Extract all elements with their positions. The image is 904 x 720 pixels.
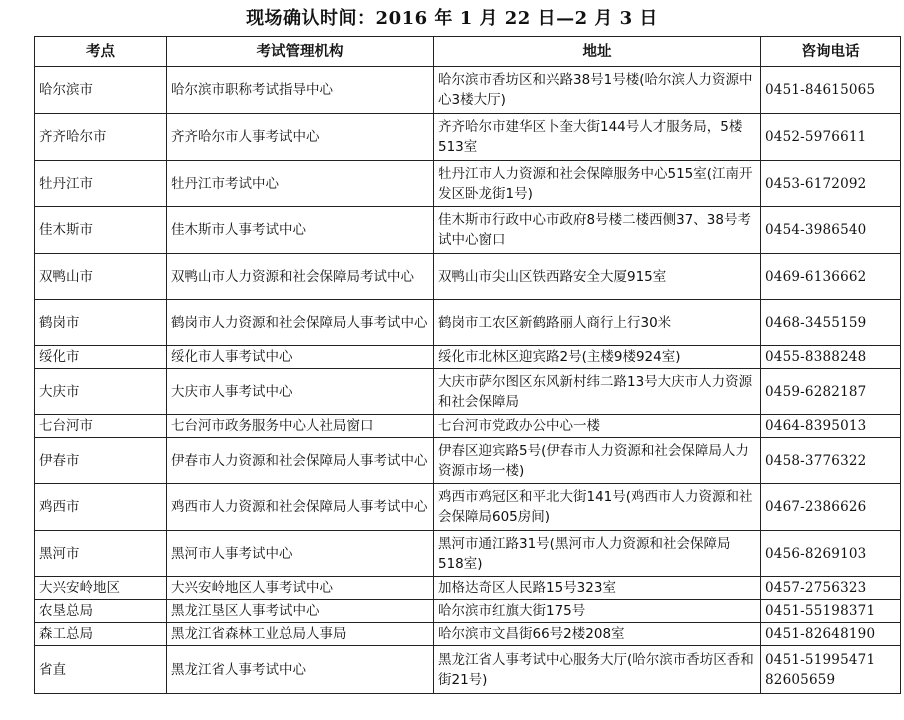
agency-cell: 佳木斯市人事考试中心 [167,207,434,254]
address-cell: 伊春区迎宾路5号(伊春市人力资源和社会保障局人力资源市场一楼) [434,438,761,484]
table-row [35,600,901,623]
table-row [35,415,901,438]
site-cell: 哈尔滨市 [35,67,167,114]
site-cell: 七台河市 [35,415,167,438]
address-cell: 绥化市北林区迎宾路2号(主楼9楼924室) [434,346,761,369]
table-row [35,161,901,207]
table-header [35,37,901,67]
table-row [35,254,901,300]
table-row [35,577,901,600]
agency-cell: 绥化市人事考试中心 [167,346,434,369]
table-row [35,207,901,254]
agency-cell: 伊春市人力资源和社会保障局人事考试中心 [167,438,434,484]
phone-cell: 0469-6136662 [761,254,901,300]
page-title: 现场确认时间：2016 年 1 月 22 日—2 月 3 日 [246,8,658,29]
address-cell: 齐齐哈尔市建华区卜奎大街144号人才服务局，5楼513室 [434,114,761,161]
table-row [35,114,901,161]
site-cell: 齐齐哈尔市 [35,114,167,161]
address-cell: 哈尔滨市文昌街66号2楼208室 [434,623,761,646]
agency-cell: 哈尔滨市职称考试指导中心 [167,67,434,114]
agency-cell: 鹤岗市人力资源和社会保障局人事考试中心 [167,300,434,346]
exam-sites-table [34,36,901,694]
table-row [35,369,901,415]
agency-cell: 齐齐哈尔市人事考试中心 [167,114,434,161]
phone-cell: 0451-82648190 [761,623,901,646]
phone-cell: 0468-3455159 [761,300,901,346]
agency-cell: 大兴安岭地区人事考试中心 [167,577,434,600]
column-header-site: 考点 [35,37,167,67]
table-row [35,346,901,369]
phone-cell: 0464-8395013 [761,415,901,438]
address-cell: 哈尔滨市香坊区和兴路38号1号楼(哈尔滨人力资源中心3楼大厅) [434,67,761,114]
site-cell: 鹤岗市 [35,300,167,346]
phone-cell: 0454-3986540 [761,207,901,254]
table-row [35,484,901,531]
address-cell: 鸡西市鸡冠区和平北大街141号(鸡西市人力资源和社会保障局605房间) [434,484,761,531]
phone-cell: 0451-55198371 [761,600,901,623]
address-cell: 哈尔滨市红旗大街175号 [434,600,761,623]
site-cell: 佳木斯市 [35,207,167,254]
phone-cell: 0453-6172092 [761,161,901,207]
address-cell: 双鸭山市尖山区铁西路安全大厦915室 [434,254,761,300]
agency-cell: 黑龙江省人事考试中心 [167,646,434,694]
address-cell: 加格达奇区人民路15号323室 [434,577,761,600]
site-cell: 双鸭山市 [35,254,167,300]
site-cell: 大庆市 [35,369,167,415]
agency-cell: 黑龙江垦区人事考试中心 [167,600,434,623]
site-cell: 牡丹江市 [35,161,167,207]
table-row [35,531,901,577]
address-cell: 牡丹江市人力资源和社会保障服务中心515室(江南开发区卧龙街1号) [434,161,761,207]
phone-cell: 0451-51995471 82605659 [761,646,901,694]
address-cell: 七台河市党政办公中心一楼 [434,415,761,438]
address-cell: 黑河市通江路31号(黑河市人力资源和社会保障局518室) [434,531,761,577]
address-cell: 鹤岗市工农区新鹤路丽人商行上行30米 [434,300,761,346]
column-header-agency: 考试管理机构 [167,37,434,67]
phone-cell: 0459-6282187 [761,369,901,415]
table-row [35,623,901,646]
site-cell: 黑河市 [35,531,167,577]
agency-cell: 双鸭山市人力资源和社会保障局考试中心 [167,254,434,300]
agency-cell: 鸡西市人力资源和社会保障局人事考试中心 [167,484,434,531]
address-cell: 黑龙江省人事考试中心服务大厅(哈尔滨市香坊区香和街21号) [434,646,761,694]
phone-cell: 0451-84615065 [761,67,901,114]
table-row [35,67,901,114]
phone-cell: 0457-2756323 [761,577,901,600]
phone-cell: 0467-2386626 [761,484,901,531]
phone-cell: 0456-8269103 [761,531,901,577]
phone-cell: 0455-8388248 [761,346,901,369]
agency-cell: 牡丹江市考试中心 [167,161,434,207]
site-cell: 农垦总局 [35,600,167,623]
table-row [35,438,901,484]
table-row [35,646,901,694]
agency-cell: 黑龙江省森林工业总局人事局 [167,623,434,646]
agency-cell: 七台河市政务服务中心人社局窗口 [167,415,434,438]
agency-cell: 大庆市人事考试中心 [167,369,434,415]
site-cell: 伊春市 [35,438,167,484]
table-row [35,300,901,346]
site-cell: 省直 [35,646,167,694]
table-body [35,67,901,694]
header-row [35,37,901,67]
phone-cell: 0458-3776322 [761,438,901,484]
site-cell: 大兴安岭地区 [35,577,167,600]
site-cell: 森工总局 [35,623,167,646]
agency-cell: 黑河市人事考试中心 [167,531,434,577]
phone-cell: 0452-5976611 [761,114,901,161]
address-cell: 佳木斯市行政中心市政府8号楼二楼西侧37、38号考试中心窗口 [434,207,761,254]
site-cell: 绥化市 [35,346,167,369]
column-header-address: 地址 [434,37,761,67]
site-cell: 鸡西市 [35,484,167,531]
address-cell: 大庆市萨尔图区东风新村纬二路13号大庆市人力资源和社会保障局 [434,369,761,415]
column-header-phone: 咨询电话 [761,37,901,67]
